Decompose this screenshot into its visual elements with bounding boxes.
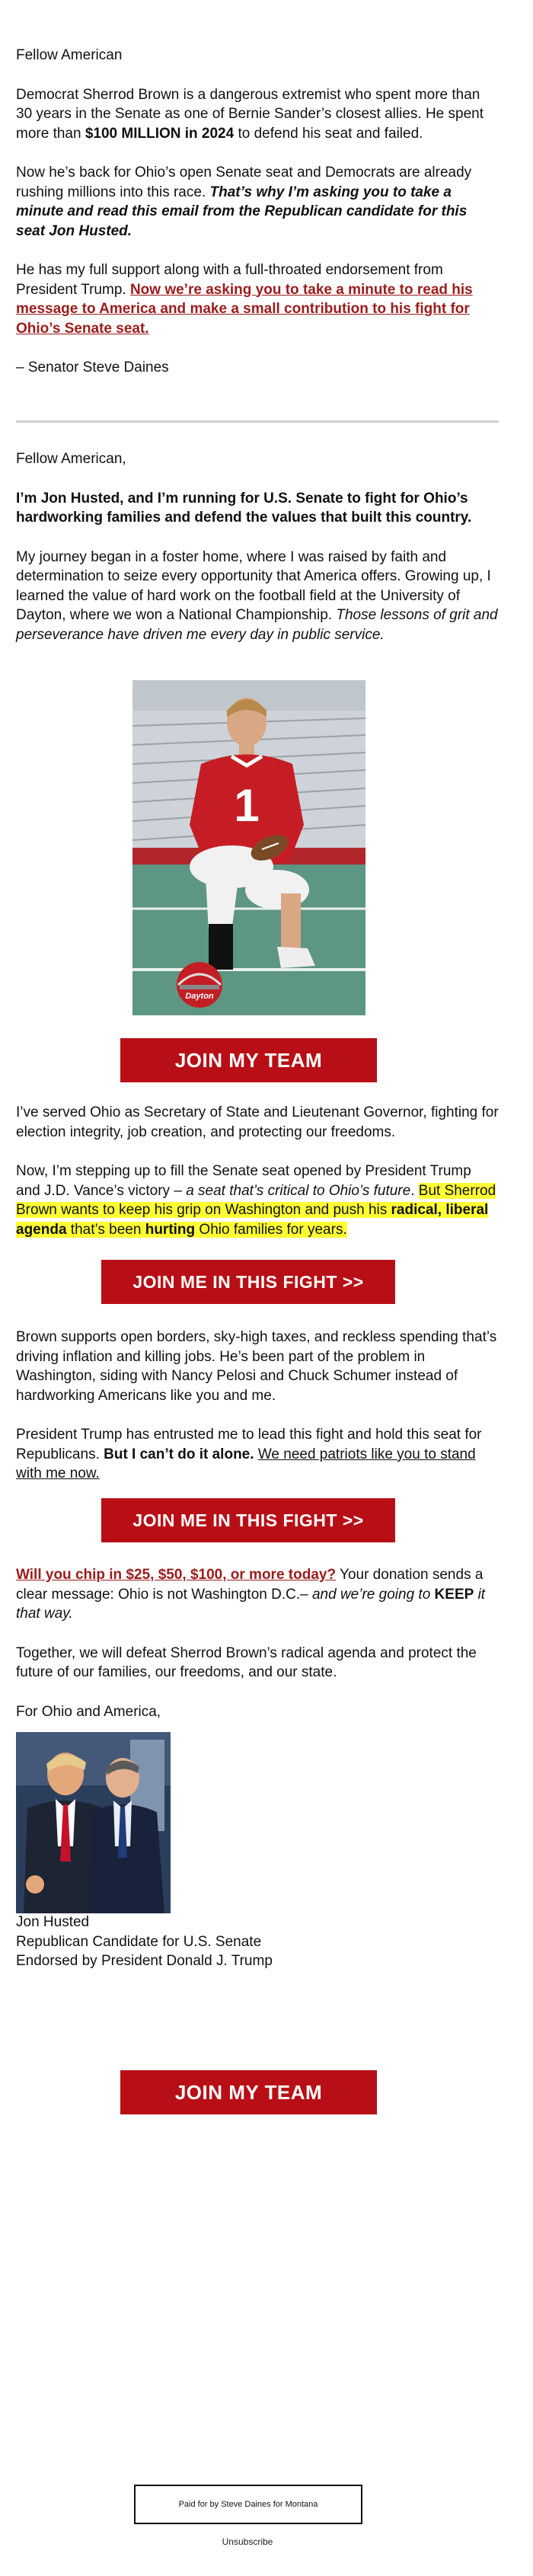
signature-endorsement: Endorsed by President Donald J. Trump [16,1953,273,1969]
signature-name: Jon Husted [16,1914,90,1930]
football-photo [132,680,365,1015]
intro-donate-link[interactable]: Now we’re asking you to take a minute to read his message to America and make a small contribution to his fight for Ohio’s Senate seat. [16,281,473,337]
letter-brown [16,1328,499,1504]
letter-closing-line: For Ohio and America, [16,1703,161,1720]
jersey-number: 1 [234,780,260,831]
letter-together: Together, we will defeat Sherrod Brown’s radical agenda and protect the future of our families, our freedoms, and our state. [16,1644,477,1680]
join-fight-button-2[interactable]: JOIN ME IN THIS FIGHT >> [101,1498,395,1542]
join-team-button-2[interactable]: JOIN MY TEAM [120,2070,377,2114]
section-divider [16,420,499,423]
intro-section [16,46,499,398]
intro-signoff: – Senator Steve Daines [16,360,169,376]
letter-greeting: Fellow American, [16,451,126,467]
letter-intro [16,449,499,664]
paid-for-text: Paid for by Steve Daines for Montana [178,2500,318,2509]
letter-middle [16,1103,499,1259]
intro-paragraph-2: Now he’s back for Ohio’s open Senate seat and Democrats are already rushing millions into this race. That’s why I’m asking you to take a minute and read this email from the Republican candidate for this seat Jon Husted. [16,165,472,239]
letter-entrusted: President Trump has entrusted me to lead this fight and hold this seat for Republicans. But I can’t do it alone. We need patriots like you to stand with me now. [16,1427,482,1481]
chip-in-link[interactable]: Will you chip in $25, $50, $100, or more today? [16,1567,337,1583]
letter-closing [16,1565,499,1741]
intro-greeting: Fellow American [16,47,123,63]
highlighted-text: But Sherrod Brown wants to keep his grip on Washington and push his radical, liberal agenda that’s been hurting Ohio families for years. [16,1182,496,1238]
letter-served: I’ve served Ohio as Secretary of State and Lieutenant Governor, fighting for election integrity, job creation, and protecting our freedoms. [16,1104,499,1140]
letter-chip-in: Will you chip in $25, $50, $100, or more today? Your donation sends a clear message: Ohio is not Washington D.C.– and we’re going to KEEP it that way. [16,1567,486,1622]
join-fight-button-1[interactable]: JOIN ME IN THIS FIGHT >> [101,1260,395,1304]
letter-lead: I’m Jon Husted, and I’m running for U.S. Senate to fight for Ohio’s hardworking families and defend the values that built this country. [16,490,472,526]
join-team-button-1[interactable]: JOIN MY TEAM [120,1038,377,1082]
intro-paragraph-1: Democrat Sherrod Brown is a dangerous extremist who spent more than 30 years in the Senate as one of Bernie Sander’s closest allies. He spent more than $100 MILLION in 2024 to defend his seat and failed. [16,86,484,142]
intro-paragraph-3: He has my full support along with a full-throated endorsement from President Trump. Now we’re asking you to take a minute to read his message to America and make a small contribution to his fight for Ohio’s Senate seat. [16,262,473,337]
unsubscribe-link[interactable]: Unsubscribe [222,2536,273,2547]
letter-brown-paragraph: Brown supports open borders, sky-high taxes, and reckless spending that’s driving inflation and killing jobs. He’s been part of the problem in Washington, siding with Nancy Pelosi and Chuck Schumer instead of hardworking Americans like you and me. [16,1329,497,1404]
stand-with-me-link[interactable]: We need patriots like you to stand with me now. [16,1446,476,1481]
letter-stepping-up: Now, I’m stepping up to fill the Senate seat opened by President Trump and J.D. Vance’s victory – a seat that’s critical to Ohio’s future. But Sherrod Brown wants to keep his grip on Washington and push his radical, liberal agenda that’s been hurting Ohio families for years. [16,1163,496,1238]
trump-husted-photo [16,1732,171,1913]
helmet-text: Dayton [185,992,214,1001]
letter-journey: My journey began in a foster home, where I was raised by faith and determination to seize every opportunity that America offers. Growing up, I learned the value of hard work on the football field at the University of Dayton, where we won a National Championship. Those lessons of grit and perseverance have driven me every day in public service. [16,548,498,643]
signature-block [16,1913,273,1971]
signature-title: Republican Candidate for U.S. Senate [16,1933,262,1950]
paid-for-box [134,2485,362,2524]
